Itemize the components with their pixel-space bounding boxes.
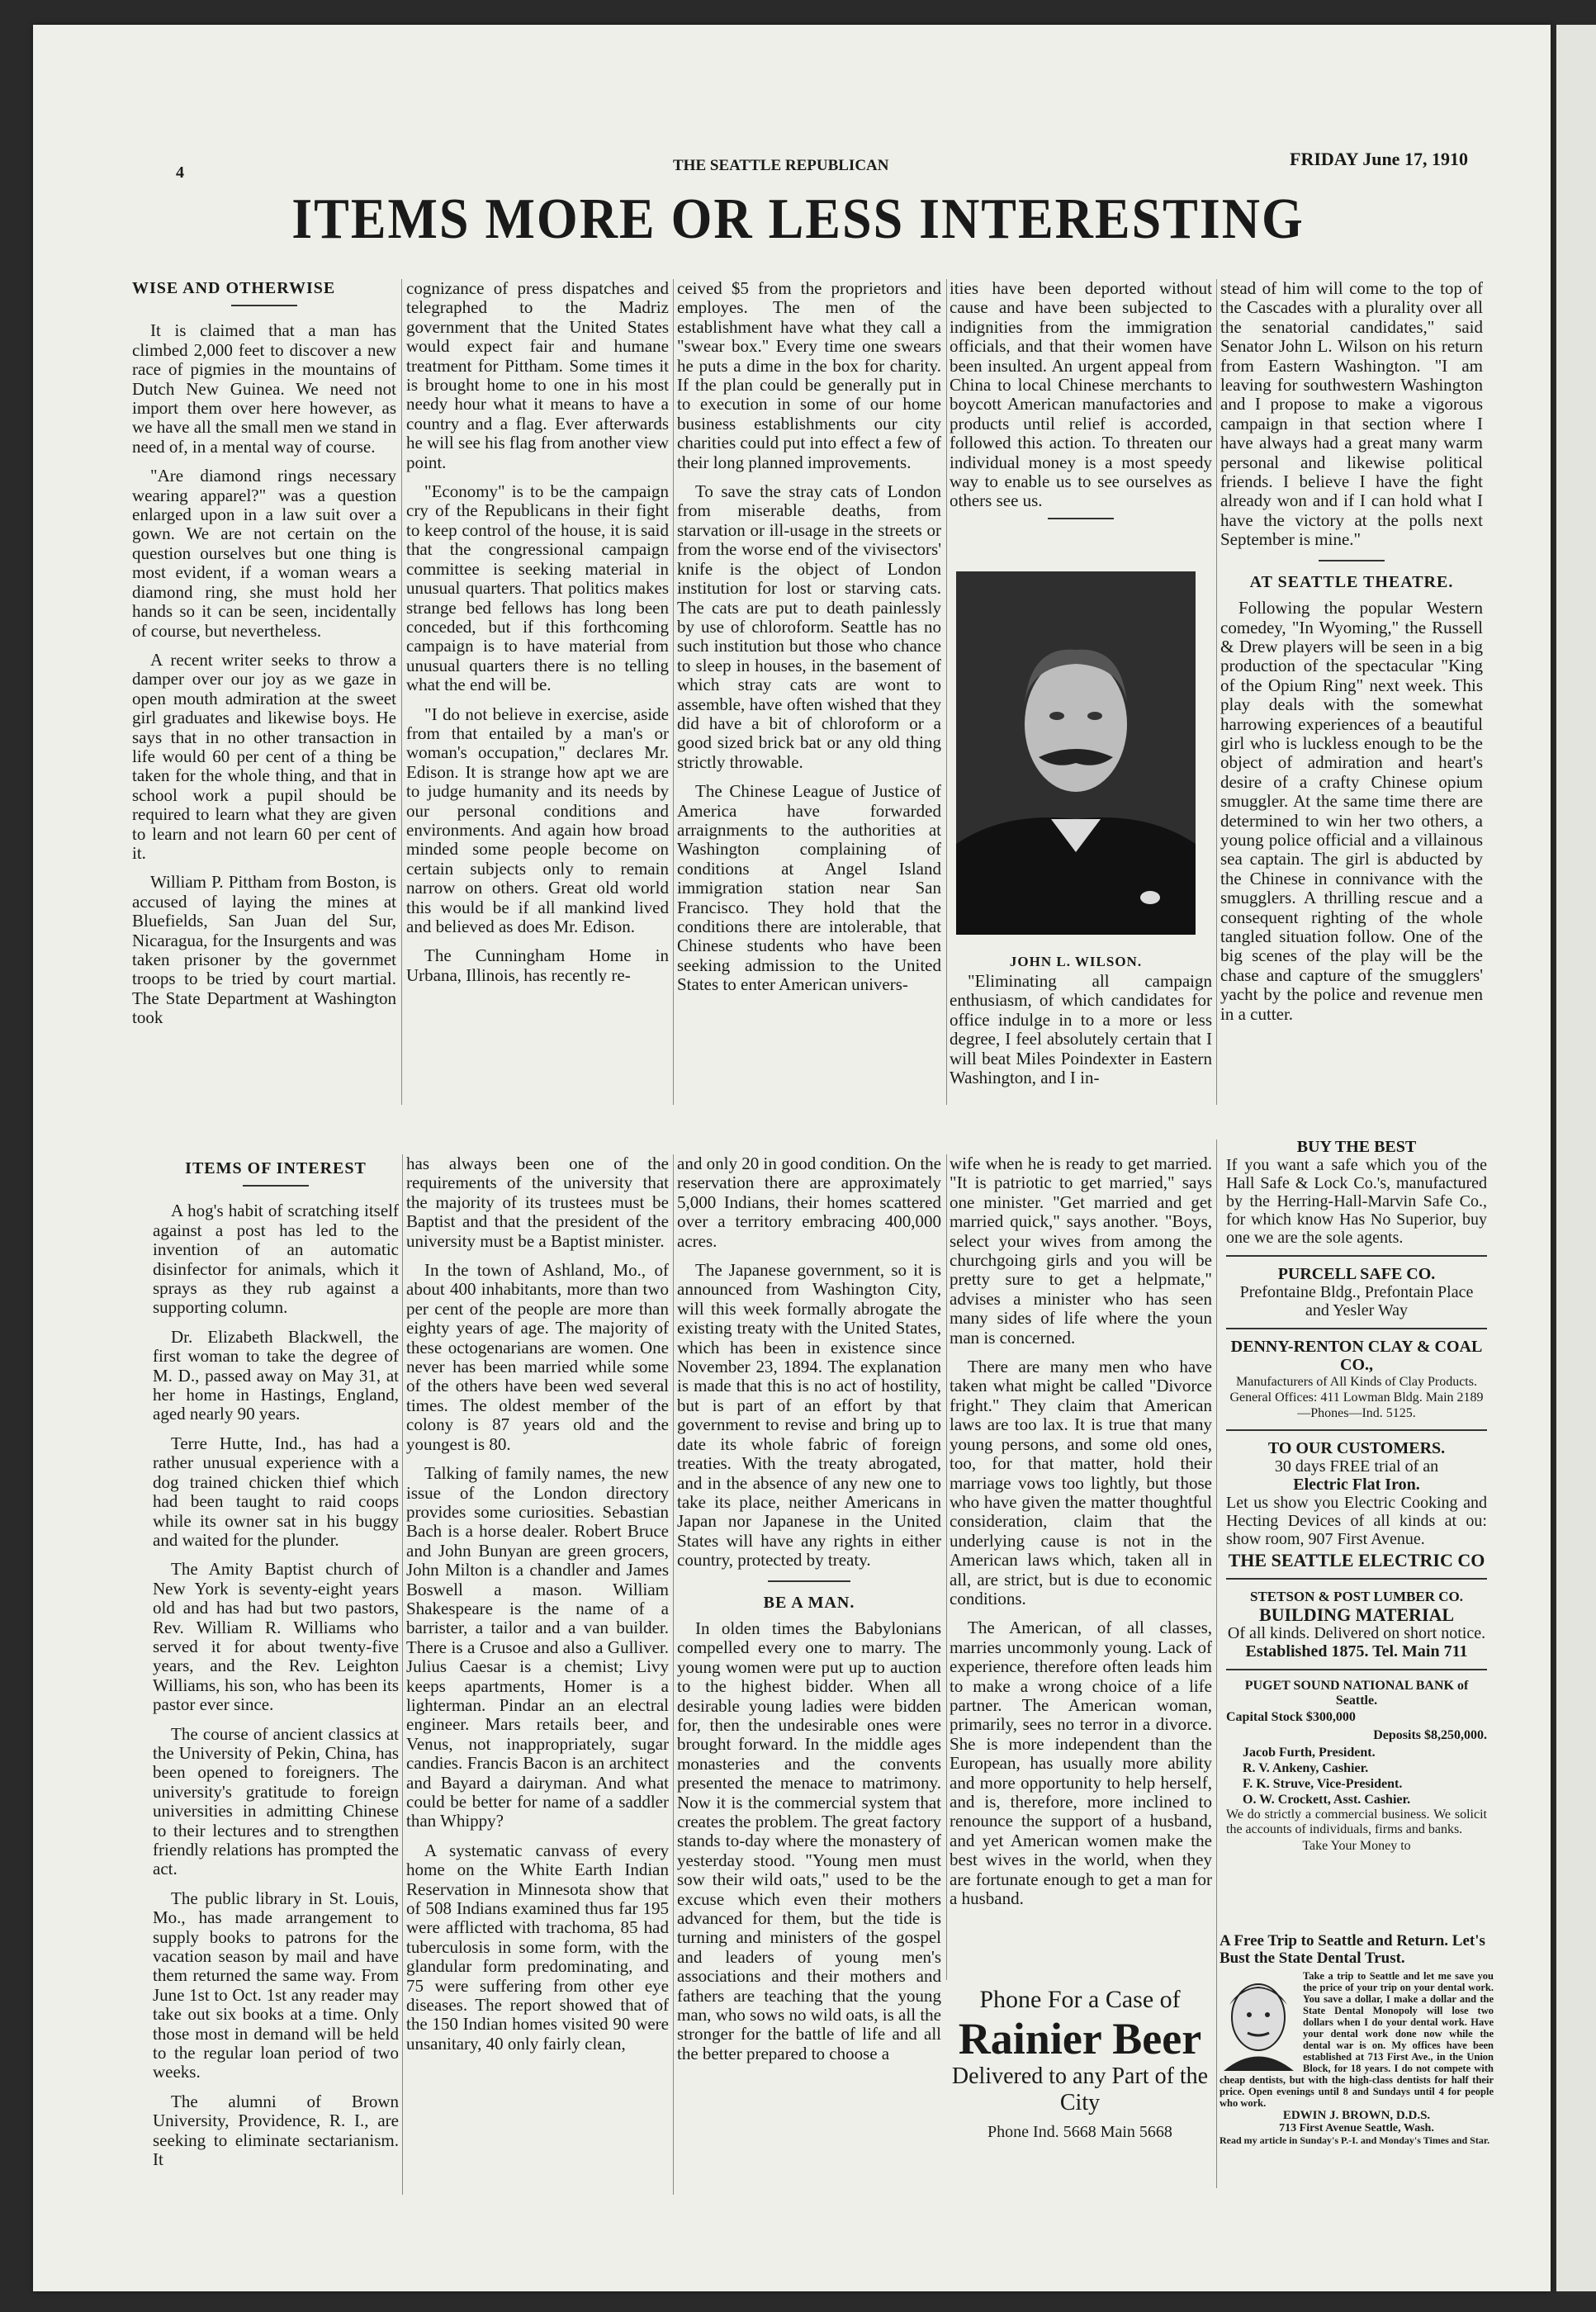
column-divider bbox=[402, 1154, 403, 2195]
heading-rule bbox=[1319, 560, 1385, 561]
ad-text: Of all kinds. Delivered on short notice. bbox=[1227, 1624, 1486, 1642]
portrait-caption: JOHN L. WILSON. bbox=[1009, 954, 1143, 969]
column-bottom-3 bbox=[677, 1154, 941, 2205]
ad-text: We do strictly a commercial business. We solicit the accounts of individuals, firms and banks. bbox=[1226, 1807, 1487, 1836]
paragraph: In olden times the Babylonians compelled every one to marry. The young women were put up to auction to the highest bidder. When all desirable young ladies were bidden for, then the undesirable ones were brought forward. In the middle ages monasteries and the convents presented the menace to matrimony. Now it is the commercial system that creates the problem. The great factory stands to-day where the monastery of yesterday stood. "Young men must sow their wild oats," used to be the excuse which even their mothers advanced for them, but the tide is turning and ministers of the gospel and leaders of young men's associations and their mothers and fathers are teaching that the young man, who sows no wild oats, is all the stronger for the battle of life and all the better prepared to choose a bbox=[677, 1618, 941, 2063]
ad-title: TO OUR CUSTOMERS. bbox=[1267, 1439, 1446, 1457]
ad-title: PURCELL SAFE CO. bbox=[1277, 1265, 1436, 1283]
ad-text: Established 1875. Tel. Main 711 bbox=[1245, 1642, 1468, 1661]
column-top-4 bbox=[950, 279, 1212, 543]
paragraph: "Eliminating all campaign enthusiasm, of which candidates for office indulge in to a more or less degree, I feel absolutely certain that I will beat Miles Poindexter in Eastern Washington, and I in- bbox=[950, 972, 1212, 1088]
bank-officers bbox=[1226, 1745, 1487, 1807]
rainier-beer-ad bbox=[948, 1986, 1212, 2151]
column-divider bbox=[946, 1154, 947, 1980]
section-heading: BE A MAN. bbox=[763, 1593, 855, 1612]
dentist-address: 713 First Avenue Seattle, Wash. bbox=[1279, 2122, 1434, 2134]
paragraph: The Chinese League of Justice of America have forwarded arraignments to the authorities at Washington complaining of conditions at Angel Island immigration station near San Francisco. They hold that the conditions there are intolerable, that Chinese students who have been seeking admission to the United States to enter American univers- bbox=[677, 781, 941, 995]
paragraph: wife when he is ready to get married. "It is patriotic to get married," says one minister. "Get married and get married quick," says another. "Boys, select your wives from among the churchgoing girls and you will be pretty sure to get a helpmate," advises a minister who has seen many sides of life where the youn man is concerned. bbox=[950, 1154, 1212, 1348]
ad-text: Take a trip to Seattle and let me save you the price of your trip on your dental work. You save a dollar, I make a dollar and the State Dental Monopoly will lose two dollars when I do your dental work. Have your dental work done now while the dental war is on. My offices have been established at 713 First Ave., in the Union Block, for 18 years. I do not compete with cheap dentists, but with the high-class dentists for half their price. Open evenings until 8 and Sundays until 4 for people who work. bbox=[1219, 1970, 1494, 2109]
paragraph: "I do not believe in exercise, aside from that entailed by a man's or woman's occupation," declares Mr. Edison. It is strange how apt we are to judge humanity and its needs by our personal conditions and environments. And again how broad minded some people become on certain subjects only to remain narrow on others. Great old world this would be if all mankind lived and believed as does Mr. Edison. bbox=[406, 704, 669, 936]
beer-ad-line: Delivered to any Part of the City bbox=[951, 2063, 1209, 2115]
column-divider bbox=[1216, 279, 1217, 1105]
beer-phone: Phone Ind. 5668 Main 5668 bbox=[987, 2123, 1172, 2141]
paragraph: There are many men who have taken what might be called "Divorce fright." They claim that American laws are too lax. It is true that many young persons, and some old ones, too, for that matter, hold their marriage vows too lightly, but those who have given the matter thoughtful consideration, claim that the underlying cause is not in the American laws which, taken all in all, are strict, but is due to economic conditions. bbox=[950, 1357, 1212, 1608]
page-title: ITEMS MORE OR LESS INTERESTING bbox=[291, 186, 1305, 251]
ad-title: BUILDING MATERIAL bbox=[1258, 1604, 1455, 1625]
section-heading: ITEMS OF INTEREST bbox=[185, 1159, 367, 1177]
column-top-5 bbox=[1220, 279, 1483, 1113]
paragraph: ceived $5 from the proprietors and employes. The men of the establishment have what they call a "swear box." Every time one swears he puts a dime in the box for charity. If the plan could be generally put in to execution in some of our home business establishments our city charities could put into effect a few of their long planned improvements. bbox=[677, 279, 941, 472]
section-heading: AT SEATTLE THEATRE. bbox=[1249, 572, 1454, 591]
column-bottom-2 bbox=[406, 1154, 669, 2205]
issue-date: FRIDAY June 17, 1910 bbox=[1290, 149, 1468, 169]
column-items-of-interest bbox=[153, 1154, 399, 2205]
ad-divider bbox=[1226, 1669, 1487, 1670]
paragraph: A hog's habit of scratching itself against a post has led to the invention of an automatic disinfector for animals, which it sprays as they rub against a supporting column. bbox=[153, 1201, 399, 1318]
bank-officer: F. K. Struve, Vice-President. bbox=[1243, 1777, 1403, 1791]
bank-officer: Jacob Furth, President. bbox=[1243, 1746, 1376, 1760]
column-divider bbox=[946, 279, 947, 1105]
column-top-3 bbox=[677, 279, 941, 1113]
column-divider bbox=[401, 279, 402, 1105]
ad-title: THE SEATTLE ELECTRIC CO bbox=[1228, 1550, 1485, 1571]
ad-divider bbox=[1226, 1328, 1487, 1329]
paragraph: The Cunningham Home in Urbana, Illinois, has recently re- bbox=[406, 945, 669, 985]
ad-title: PUGET SOUND NATIONAL BANK of Seattle. bbox=[1244, 1679, 1469, 1708]
column-wise-and-otherwise bbox=[132, 279, 396, 1113]
paragraph: has always been one of the requirements of the university that the majority of its trustees must be Baptist and that the president of the university must be a Baptist minister. bbox=[406, 1154, 669, 1251]
ad-text: If you want a safe which you of the Hall Safe & Lock Co.'s, manufactured by the Herring-Hall-Marvin Safe Co., for which know Has No Superior, buy one we are the sole agents. bbox=[1226, 1156, 1487, 1247]
bank-officer: R. V. Ankeny, Cashier. bbox=[1243, 1761, 1369, 1775]
page-number: 4 bbox=[176, 163, 184, 182]
paragraph: The Japanese government, so it is announced from Washington City, will this week formally abrogate the existing treaty with the United States, which has been in existence since November 23, 1894. The explanation is made that this is no act of hostility, but is part of an effort by that government to revise and bring up to date its whole fabric of foreign treaties. With the treaty abrogated, and in the absence of any new one to take its place, neither Americans in Japan nor Japanese in the United States will have any rights in either country, protected by treaty. bbox=[677, 1260, 941, 1571]
paragraph: In the town of Ashland, Mo., of about 400 inhabitants, more than two per cent of the people are more than eighty years of age. The majority of these octogenarians are women. One never has been married while some of the others have been wed several times. The oldest member of the colony is 87 years old and the youngest is 80. bbox=[406, 1260, 669, 1454]
paragraph: A recent writer seeks to throw a damper over our joy as we gaze in open mouth admiration at the sweet girl graduates and likewise boys. He says that in no other transaction in life would 60 per cent of a thing be taken for the whole thing, and that in school work a pupil should be required to learn what they are given to learn and not learn 60 per cent of it. bbox=[132, 649, 396, 863]
ad-title: DENNY-RENTON CLAY & COAL CO., bbox=[1230, 1338, 1483, 1374]
column-divider bbox=[673, 279, 674, 1105]
ad-text: Read my article in Sunday's P.-I. and Monday's Times and Star. bbox=[1219, 2134, 1490, 2146]
ad-divider bbox=[1226, 1429, 1487, 1431]
heading-rule bbox=[768, 1580, 850, 1582]
bank-officer: O. W. Crockett, Asst. Cashier. bbox=[1243, 1793, 1411, 1807]
ad-text: Take Your Money to bbox=[1302, 1839, 1411, 1853]
ad-title: STETSON & POST LUMBER CO. bbox=[1249, 1589, 1464, 1604]
column-divider bbox=[1216, 1139, 1217, 2188]
paragraph: Talking of family names, the new issue of the London directory provides some curiosities. Sebastian Bach is a horse dealer. Robert Bruce and John Bunyan are green grocers, John Milton is a chandler and James Boswell a mason. William Shakespeare is the name of a barrister, a tailor and a van builder. There is a Crusoe and also a Gulliver. Julius Caesar is a chemist; Livy keeps apartments, Homer is a lighterman. Pindar an an electral engineer. Mars retails beer, and Venus, not inappropriately, sugar candies. Francis Bacon is an architect and Bayard a dairyman. And what could be better for name of a saddler than Whippy? bbox=[406, 1463, 669, 1831]
heading-rule bbox=[231, 305, 297, 306]
paragraph: The American, of all classes, marries uncommonly young. Lack of experience, therefore often leads him to make a wrong choice of a life partner. The American woman, primarily, sees no terror in a divorce. She is more independent than the European, has usually more ability and more opportunity to help herself, and is, therefore, more inclined to renounce the support of a husband, and yet American women make the best wives in the world, when they are fortunate enough to get a man for a husband. bbox=[950, 1618, 1212, 1909]
john-wilson-portrait bbox=[956, 571, 1196, 935]
ad-product: Electric Flat Iron. bbox=[1293, 1476, 1420, 1494]
heading-rule bbox=[243, 1185, 309, 1187]
paragraph: The course of ancient classics at the University of Pekin, China, has been opened to foreigners. The university's gratitude to foreign universities in admitting Chinese to their lectures and to strengthen friendly relations has prompted the act. bbox=[153, 1723, 399, 1879]
paragraph: cognizance of press dispatches and telegraphed to the Madriz government that the United States would expect fair and humane treatment for Pittham. Some times it is brought home to one in his most needy hour what it means to have a country and a flag. Ever afterwards he will see his flag from another view point. bbox=[406, 279, 669, 472]
dentist-name: EDWIN J. BROWN, D.D.S. bbox=[1282, 2109, 1431, 2122]
paragraph: The Amity Baptist church of New York is seventy-eight years old and has had but two pastors, Rev. William R. Williams who served it for about twenty-five years, and the Rev. Leighton Williams, his son, who has been its pastor ever since. bbox=[153, 1559, 399, 1715]
ad-title: BUY THE BEST bbox=[1296, 1138, 1417, 1156]
ad-text: Capital Stock $300,000 bbox=[1226, 1710, 1356, 1724]
paragraph: and only 20 in good condition. On the reservation there are approximately 5,000 Indians, their homes scattered over a territory embracing 400,000 acres. bbox=[677, 1154, 941, 1251]
paragraph: "Are diamond rings necessary wearing apparel?" was a question enlarged upon in a law suit over a gown. We are not certain on the question ourselves but one thing is most evident, if a woman wears a diamond ring, she must hold her hands so it can be seen, incidentally of course, but nevertheless. bbox=[132, 466, 396, 641]
section-heading: WISE AND OTHERWISE bbox=[132, 279, 336, 297]
paragraph: The public library in St. Louis, Mo., has made arrangement to supply books to patrons for the vacation season by mail and have them returned the same way. From June 1st to Oct. 1st any reader may take out six books at a time. Only those most in demand will be held to the regular loan period of two weeks. bbox=[153, 1888, 399, 2082]
ad-title: A Free Trip to Seattle and Return. Let's Bust the State Dental Trust. bbox=[1219, 1932, 1485, 1967]
paragraph: To save the stray cats of London from miserable deaths, from starvation or ill-usage in the streets or from the worse end of the vivisectors' knife is the object of London institution for lost or starving cats. The cats are put to death painlessly by use of chloroform. Seattle has no such institution but those who chance to sleep in houses, in the basement of which stray cats are wont to assemble, have often wished that they did have a bit of chloroform or a good sized brick bat or any old thing strictly throwable. bbox=[677, 481, 941, 772]
ad-divider bbox=[1226, 1255, 1487, 1257]
paragraph: "Economy" is to be the campaign cry of the Republicans in their fight to keep control of the house, it is said that the congressional campaign committee is seeking material in unusual quarters. That politics makes strange bed fellows has long been conceded, but if this forthcoming campaign is to have material from unusual quarters there is no telling what the end will be. bbox=[406, 481, 669, 695]
ad-text: Manufacturers of All Kinds of Clay Products. General Offices: 411 Lowman Bldg. Main 2189—Phones—Ind. 5125. bbox=[1229, 1375, 1484, 1420]
paragraph-rule bbox=[1048, 518, 1114, 519]
ad-text: 30 days FREE trial of an bbox=[1274, 1457, 1439, 1476]
paragraph: It is claimed that a man has climbed 2,000 feet to discover a new race of pigmies in the mountains of Dutch New Guinea. We need not import them over here however, as we have all the small men we stand in need of, in a mental way of course. bbox=[132, 320, 396, 457]
paragraph: William P. Pittham from Boston, is accused of laying the mines at Bluefields, San Juan del Sur, Nicaragua, for the Insurgents and was taken prisoner by the governmet troops to be tried by court martial. The State Department at Washington took bbox=[132, 872, 396, 1028]
paragraph: Following the popular Western comedey, "In Wyoming," the Russell & Drew players will be seen in a big production of the spectacular "King of the Opium Ring" next week. This play deals with the somewhat harrowing experiences of a beautiful girl who is luckless enough to be the object of admiration and heart's desire of a crafty Chinese opium smuggler. At the same time there are determined to win her two others, a young police official and a villainous sea captain. The girl is abducted by the Chinese in connivance with the smugglers. A thrilling rescue and a consequent righting of the whole tangled situation follow. One of the big scenes of the play will be the chase and capture of the smugglers' yacht by the police and revenue men in a cutter. bbox=[1220, 598, 1483, 1024]
ad-text: Prefontaine Bldg., Prefontain Place and Yesler Way bbox=[1239, 1283, 1474, 1319]
paragraph: A systematic canvass of every home on the White Earth Indian Reservation in Minnesota show that of 508 Indians examined thus far 195 were afflicted with trachoma, 85 had tuberculosis in some form, with the glandular form predominating, and 75 were suffering from other eye diseases. The report showed that of the 150 Indian homes visited 90 were unsanitary, 40 only fairly clean, bbox=[406, 1840, 669, 2054]
ad-divider bbox=[1226, 1578, 1487, 1580]
paragraph: stead of him will come to the top of the Cascades with a plurality over all the senatorial candidates," said Senator John L. Wilson on his return from Eastern Washington. "I am leaving for southwestern Washington and I propose to make a vigorous campaign in that section where I have always had a great many warm personal and likewise political friends. I believe I have the fight already won and if I can hold what I have the victory at the polls next September is mine." bbox=[1220, 279, 1483, 550]
portrait-photo-icon bbox=[956, 571, 1196, 935]
column-bottom-4 bbox=[950, 1154, 1212, 1976]
paragraph: Terre Hutte, Ind., has had a rather unusual experience with a dog trained chicken thief which had been taught to raid coops while its owner sat in his buggy and waited for the plunder. bbox=[153, 1433, 399, 1550]
newspaper-name: THE SEATTLE REPUBLICAN bbox=[673, 157, 889, 174]
column-divider bbox=[673, 1154, 674, 2195]
beer-brand: Rainier Beer bbox=[958, 2014, 1202, 2063]
wilson-quote bbox=[950, 972, 1212, 1112]
column-top-2 bbox=[406, 279, 669, 1113]
next-page-edge bbox=[1556, 25, 1596, 2291]
paragraph: ities have been deported without cause and have been subjected to indignities from the immigration officials, and that their women have been insulted. An urgent appeal from China to local Chinese merchants to boycott American manufactories and products until relief is accorded, followed this action. To threaten our individual money is a most speedy way to enable us to see ourselves as others see us. bbox=[950, 279, 1212, 511]
paragraph: Dr. Elizabeth Blackwell, the first woman to take the degree of M. D., passed away on May 31, at her home in Hastings, England, aged nearly 90 years. bbox=[153, 1326, 399, 1424]
dental-ad bbox=[1219, 1932, 1494, 2188]
ad-text: Deposits $8,250,000. bbox=[1373, 1728, 1487, 1742]
beer-ad-line: Phone For a Case of bbox=[979, 1986, 1181, 2013]
ad-text: Let us show you Electric Cooking and Hecting Devices of all kinds at ou: show room, 907 First Avenue. bbox=[1226, 1494, 1487, 1548]
ads-column bbox=[1226, 1138, 1487, 1855]
dentist-portrait-icon bbox=[1219, 1972, 1298, 2071]
paragraph: The alumni of Brown University, Providence, R. I., are seeking to eliminate sectarianism. It bbox=[153, 2091, 399, 2170]
